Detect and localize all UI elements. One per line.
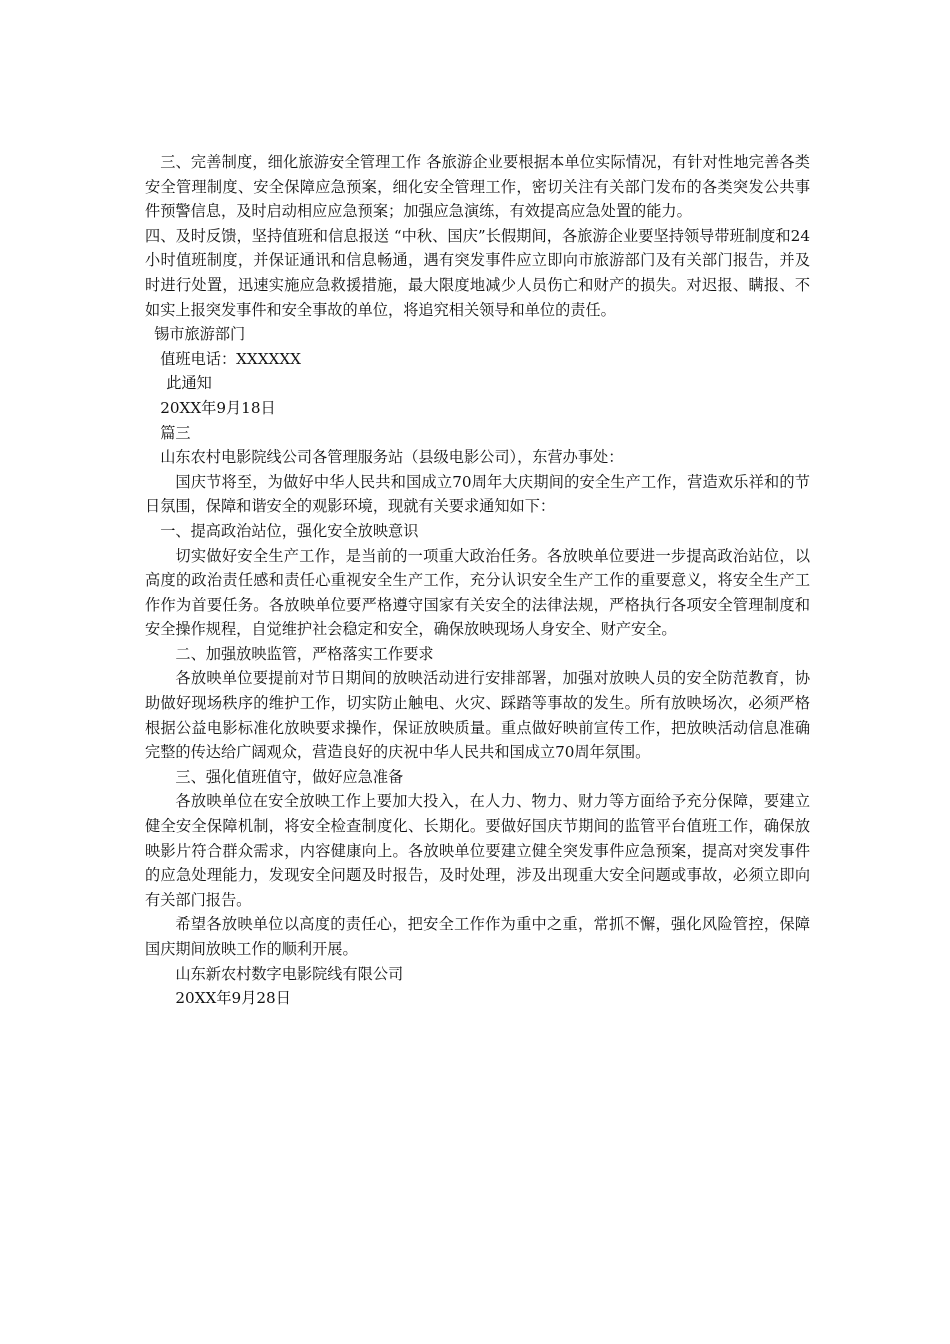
item2-title: 二、加强放映监管，严格落实工作要求: [175, 644, 434, 663]
item3-title: 三、强化值班值守，做好应急准备: [175, 767, 404, 786]
intro-paragraph: 国庆节将至，为做好中华人民共和国成立70周年大庆期间的安全生产工作，营造欢乐祥和的节日氛围，保障和谐安全的观影环境，现就有关要求通知如下：: [145, 472, 810, 516]
item1-body: 切实做好安全生产工作，是当前的一项重大政治任务。各放映单位要进一步提高政治站位，以高度的政治责任感和责任心重视安全生产工作，充分认识安全生产工作的重要意义，将安全生产工作作为首要任务。各放映单位要严格遵守国家有关安全的法律法规，严格执行各项安全管理制度和安全操作规程，自觉维护社会稳定和安全，确保放映现场人身安全、财产安全。: [145, 546, 810, 639]
item3-body: 各放映单位在安全放映工作上要加大投入，在人力、物力、财力等方面给予充分保障，要建立健全安全保障机制，将安全检查制度化、长期化。要做好国庆节期间的监管平台值班工作，确保放映影片符合群众需求，内容健康向上。各放映单位要建立健全突发事件应急预案，提高对突发事件的应急处理能力，发现安全问题及时报告，及时处理，涉及出现重大安全问题或事故，必须立即向有关部门报告。: [145, 792, 810, 909]
item2-body: 各放映单位要提前对节日期间的放映活动进行安排部署，加强对放映人员的安全防范教育，协助做好现场秩序的维护工作，切实防止触电、火灾、踩踏等事故的发生。所有放映场次，必须严格根据公益电影标准化放映要求操作，保证放映质量。重点做好映前宣传工作，把放映活动信息准确完整的传达给广阔观众，营造良好的庆祝中华人民共和国成立70周年氛围。: [145, 669, 810, 762]
section-heading: 篇三: [160, 423, 191, 442]
notice-date: 20XX年9月18日: [160, 398, 276, 417]
signature-date: 20XX年9月28日: [175, 989, 291, 1008]
closing-paragraph: 希望各放映单位以高度的责任心，把安全工作作为重中之重，常抓不懈，强化风险管控，保障国庆期间放映工作的顺利开展。: [145, 915, 810, 958]
recipient-line: 山东农村电影院线公司各管理服务站（县级电影公司），东营办事处：: [160, 448, 624, 467]
document-page: [145, 150, 810, 1011]
signature-org: 山东新农村数字电影院线有限公司: [175, 964, 404, 983]
notice-closing: 此通知: [166, 374, 212, 393]
duty-phone: 值班电话：XXXXXX: [160, 349, 301, 368]
issuer-org: 锡市旅游部门: [154, 325, 246, 344]
item1-title: 一、提高政治站位，强化安全放映意识: [160, 521, 419, 540]
paragraph-timely-feedback: 四、及时反馈，坚持值班和信息报送 “中秋、国庆”长假期间，各旅游企业要坚持领导带班制度和24小时值班制度，并保证通讯和信息畅通，遇有突发事件应立即向市旅游部门及有关部门报告，并及时进行处置，迅速实施应急救援措施，最大限度地减少人员伤亡和财产的损失。对迟报、瞒报、不如实上报突发事件和安全事故的单位，将追究相关领导和单位的责任。: [145, 226, 810, 319]
paragraph-improve-system: 三、完善制度，细化旅游安全管理工作 各旅游企业要根据本单位实际情况，有针对性地完善各类安全管理制度、安全保障应急预案，细化安全管理工作，密切关注有关部门发布的各类突发公共事件预警信息，及时启动相应应急预案；加强应急演练，有效提高应急处置的能力。: [145, 153, 810, 221]
